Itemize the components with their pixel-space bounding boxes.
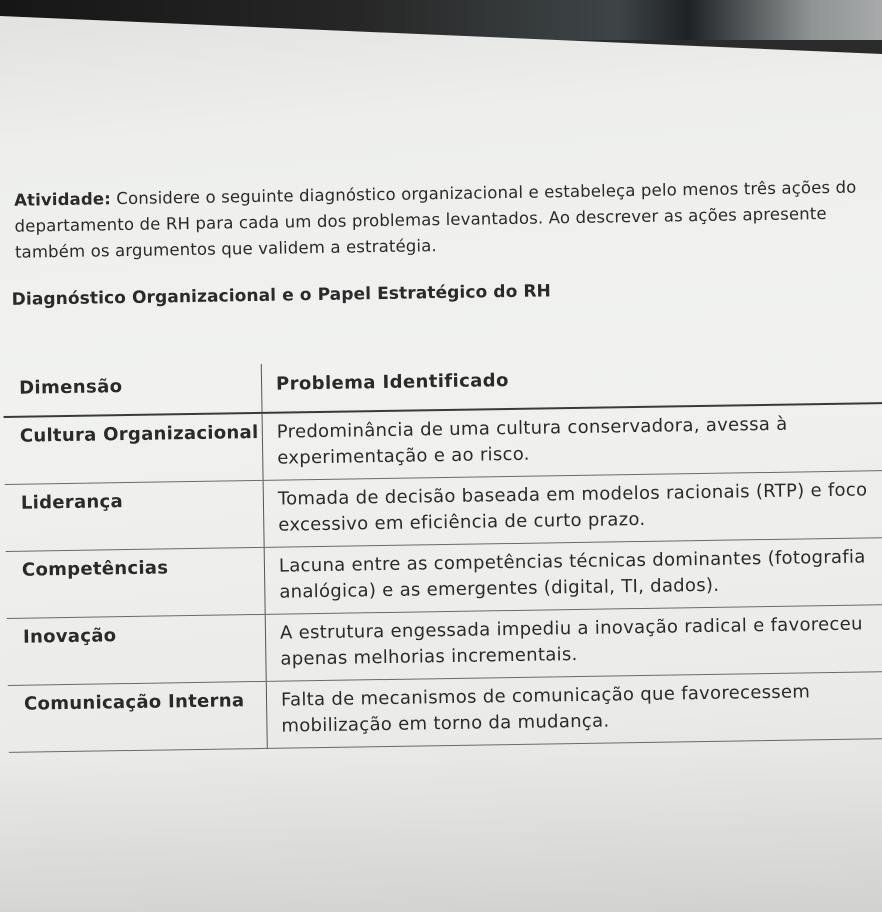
dimension-cell: Cultura Organizacional bbox=[4, 413, 264, 485]
header-dimension: Dimensão bbox=[3, 364, 262, 417]
diagnosis-table bbox=[3, 354, 882, 753]
activity-lead: Atividade: bbox=[14, 189, 112, 210]
problem-cell: Lacuna entre as competências técnicas dominantes (fotografia analógica) e as emergentes (digital, TI, dados). bbox=[264, 538, 882, 615]
problem-cell: A estrutura engessada impediu a inovação radical e favoreceu apenas melhorias incrementais. bbox=[265, 605, 882, 682]
table-row bbox=[8, 672, 882, 753]
dimension-cell: Liderança bbox=[5, 480, 265, 551]
dimension-cell: Competências bbox=[6, 547, 266, 618]
activity-instructions bbox=[14, 174, 865, 265]
dimension-cell: Inovação bbox=[7, 614, 267, 685]
problem-cell: Predominância de uma cultura conservadora, avessa à experimentação e ao risco. bbox=[262, 403, 882, 480]
problem-cell: Tomada de decisão baseada em modelos racionais (RTP) e foco excessivo em eficiência de curto prazo. bbox=[263, 471, 882, 548]
dimension-cell: Comunicação Interna bbox=[8, 681, 268, 752]
problem-cell: Falta de mecanismos de comunicação que favorecessem mobilização em torno da mudança. bbox=[266, 672, 882, 749]
section-title: Diagnóstico Organizacional e o Papel Estratégico do RH bbox=[11, 281, 552, 310]
activity-text: Considere o seguinte diagnóstico organizacional e estabeleça pelo menos três ações do departamento de RH para cada um dos problemas levantados. Ao descrever as ações apresente também os argumentos que validem a estratégia. bbox=[14, 177, 857, 262]
header-problem: Problema Identificado bbox=[261, 354, 882, 413]
